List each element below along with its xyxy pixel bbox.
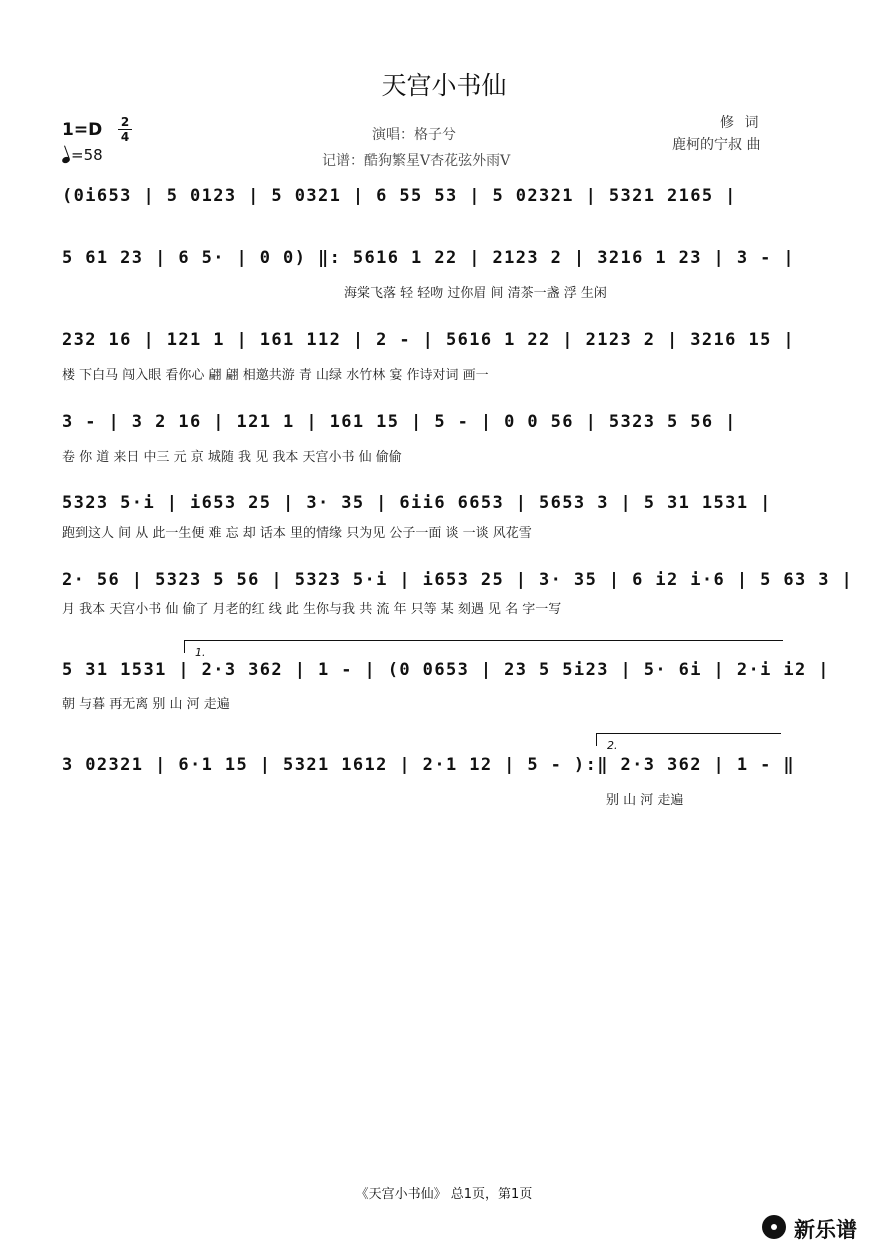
lyric-line-5: 跑到这人 间 从 此一生便 难 忘 却 话本 里的情缘 只为见 公子一面 谈 一谈 风花雪	[62, 526, 532, 541]
time-signature-bottom: 4	[120, 130, 130, 144]
score-line-4: 3 - | 3 2 16 | 121 1 | 161 15 | 5 - | 0 0 56 | 5323 5 56 |	[62, 412, 737, 432]
tempo-marking	[62, 146, 103, 164]
lyric-line-6: 月 我本 天宫小书 仙 偷了 月老的红 线 此 生你与我 共 流 年 只等 某 刻遇 见 名 字一写	[62, 602, 562, 617]
volta-label-1: 1.	[195, 646, 206, 659]
lyric-line-3: 楼 下白马 闯入眼 看你心 翩 翩 相邀共游 青 山绿 水竹林 宴 作诗对词 画一	[62, 368, 489, 383]
tempo-value: =58	[71, 146, 103, 164]
lyric-line-4: 卷 你 道 来日 中三 元 京 城随 我 见 我本 天宫小书 仙 偷偷	[62, 450, 402, 465]
score-line-1: (0i653 | 5 0123 | 5 0321 | 6 55 53 | 5 02321 | 5321 2165 |	[62, 186, 737, 206]
time-signature	[118, 116, 132, 143]
score-line-7: 5 31 1531 | 2·3 362 | 1 - | (0 0653 | 23 5 5i23 | 5· 6i | 2·i i2 |	[62, 660, 830, 680]
volta-bracket-2	[596, 733, 781, 752]
score-line-6: 2· 56 | 5323 5 56 | 5323 5·i | i653 25 | 3· 35 | 6 i2 i·6 | 5 63 3 |	[62, 570, 854, 590]
score-line-5: 5323 5·i | i653 25 | 3· 35 | 6ii6 6653 | 5653 3 | 5 31 1531 |	[62, 493, 772, 513]
lyricist-credit: 修 词	[720, 115, 762, 131]
lyric-line-2: 海棠飞落 轻 轻吻 过你眉 间 清茶一盏 浮 生闲	[344, 286, 607, 301]
time-signature-top: 2	[120, 115, 130, 129]
page-footer: 《天宫小书仙》 总1页，第1页	[355, 1187, 533, 1202]
song-title: 天宫小书仙	[381, 71, 507, 100]
quarter-note-icon	[61, 156, 71, 164]
score-line-8: 3 02321 | 6·1 15 | 5321 1612 | 2·1 12 | 5 - ):‖ 2·3 362 | 1 - ‖	[62, 755, 795, 775]
lyric-line-7: 朝 与暮 再无离 别 山 河 走遍	[62, 697, 230, 712]
score-line-2: 5 61 23 | 6 5· | 0 0) ‖: 5616 1 22 | 2123 2 | 3216 1 23 | 3 - |	[62, 248, 795, 268]
key-signature: 1=D	[62, 120, 103, 140]
notation-credit: 记谱：酷狗繁星V杏花弦外雨V	[322, 153, 511, 169]
brand-logo-text: 新乐谱	[794, 1218, 857, 1242]
volta-bracket-1	[184, 640, 783, 659]
volta-label-2: 2.	[607, 739, 618, 752]
score-line-3: 232 16 | 121 1 | 161 112 | 2 - | 5616 1 22 | 2123 2 | 3216 15 |	[62, 330, 795, 350]
composer-credit: 鹿柯的宁叔 曲	[672, 137, 761, 153]
singer-credit: 演唱：格子兮	[372, 127, 456, 143]
lyric-line-8: 别 山 河 走遍	[606, 793, 684, 808]
vinyl-record-icon	[762, 1215, 786, 1239]
